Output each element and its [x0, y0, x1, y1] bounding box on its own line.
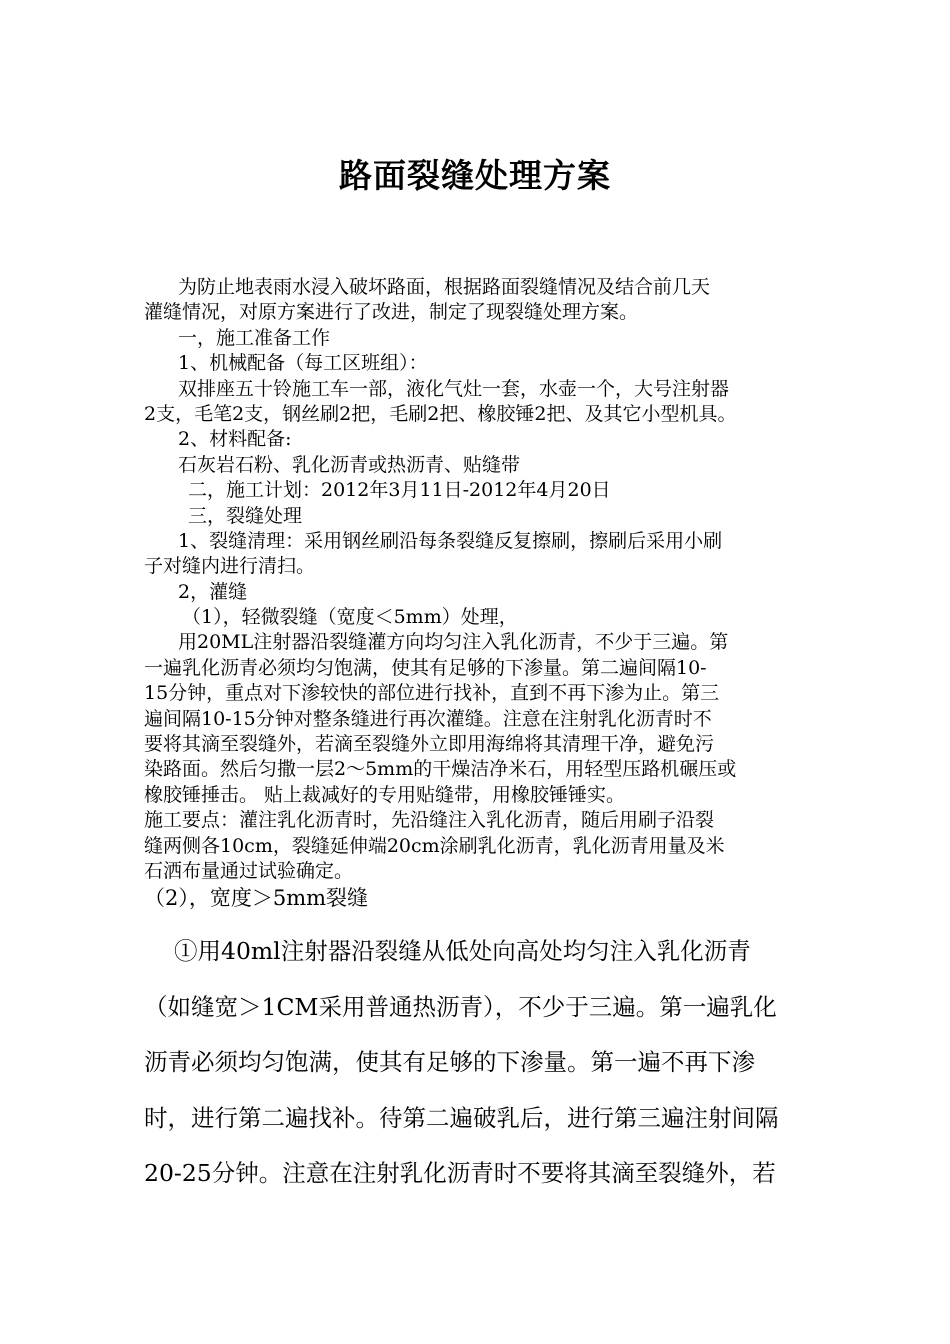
paragraph-line: 时，进行第二遍找补。待第二遍破乳后，进行第三遍注射间隔 — [144, 1103, 779, 1132]
paragraph-line: 用20ML注射器沿裂缝灌方向均匀注入乳化沥青，不少于三遍。第 — [178, 631, 729, 654]
subsection-heading: （2），宽度＞5mm裂缝 — [144, 886, 369, 910]
paragraph-line: 子对缝内进行清扫。 — [144, 555, 316, 578]
paragraph-line: （如缝宽＞1CM采用普通热沥青），不少于三遍。第一遍乳化 — [144, 992, 777, 1021]
subsection-heading: （1），轻微裂缝（宽度＜5mm）处理， — [182, 606, 518, 629]
paragraph-line: 为防止地表雨水浸入破坏路面，根据路面裂缝情况及结合前几天 — [178, 276, 711, 298]
paragraph-line: ①用40ml注射器沿裂缝从低处向高处均匀注入乳化沥青 — [174, 937, 751, 965]
paragraph-line: 遍间隔10-15分钟对整条缝进行再次灌缝。注意在注射乳化沥青时不 — [144, 707, 712, 730]
paragraph-line: 双排座五十铃施工车一部，液化气灶一套，水壶一个，大号注射器 — [178, 377, 730, 400]
paragraph-line: 1、裂缝清理：采用钢丝刷沿每条裂缝反复擦刷，擦刷后采用小刷 — [178, 529, 723, 552]
paragraph-line: 染路面。然后匀撒一层2～5mm的干燥洁净米石，用轻型压路机碾压或 — [144, 758, 737, 781]
paragraph-line: 施工要点：灌注乳化沥青时，先沿缝注入乳化沥青，随后用刷子沿裂 — [144, 809, 715, 832]
subsection-heading: 2、材料配备: — [178, 428, 292, 451]
paragraph-line: 2支，毛笔2支，钢丝刷2把，毛刷2把、橡胶锤2把、及其它小型机具。 — [144, 402, 737, 425]
section-heading: 二，施工计划：2012年3月11日-2012年4月20日 — [188, 479, 611, 502]
paragraph-line: 石洒布量通过试验确定。 — [144, 859, 354, 882]
paragraph-line: 20-25分钟。注意在注射乳化沥青时不要将其滴至裂缝外，若 — [144, 1159, 776, 1187]
document-title: 路面裂缝处理方案 — [339, 156, 611, 195]
paragraph-line: 沥青必须均匀饱满，使其有足够的下渗量。第一遍不再下渗 — [144, 1048, 755, 1076]
paragraph-line: 灌缝情况，对原方案进行了改进，制定了现裂缝处理方案。 — [144, 301, 639, 324]
document-body-large — [144, 924, 824, 1202]
subsection-heading: 1、机械配备（每工区班组）： — [178, 352, 428, 375]
document-body — [144, 275, 824, 884]
section-heading: 一，施工准备工作 — [178, 326, 331, 349]
paragraph-line: 要将其滴至裂缝外，若滴至裂缝外立即用海绵将其清理干净，避免污 — [144, 733, 715, 756]
paragraph-line: 一遍乳化沥青必须均匀饱满，使其有足够的下渗量。第二遍间隔10- — [144, 656, 707, 679]
paragraph-line: 石灰岩石粉、乳化沥青或热沥青、贴缝带 — [178, 453, 521, 476]
paragraph-line: 缝两侧各10cm，裂缝延伸端20cm涂刷乳化沥青，乳化沥青用量及米 — [144, 834, 725, 857]
section-heading: 三，裂缝处理 — [188, 504, 303, 527]
paragraph-line: 15分钟，重点对下渗较快的部位进行找补，直到不再下渗为止。第三 — [144, 682, 720, 705]
paragraph-line: 橡胶锤捶击。 贴上裁减好的专用贴缝带，用橡胶锤锤实。 — [144, 783, 626, 806]
subsection-heading: 2，灌缝 — [178, 580, 248, 603]
